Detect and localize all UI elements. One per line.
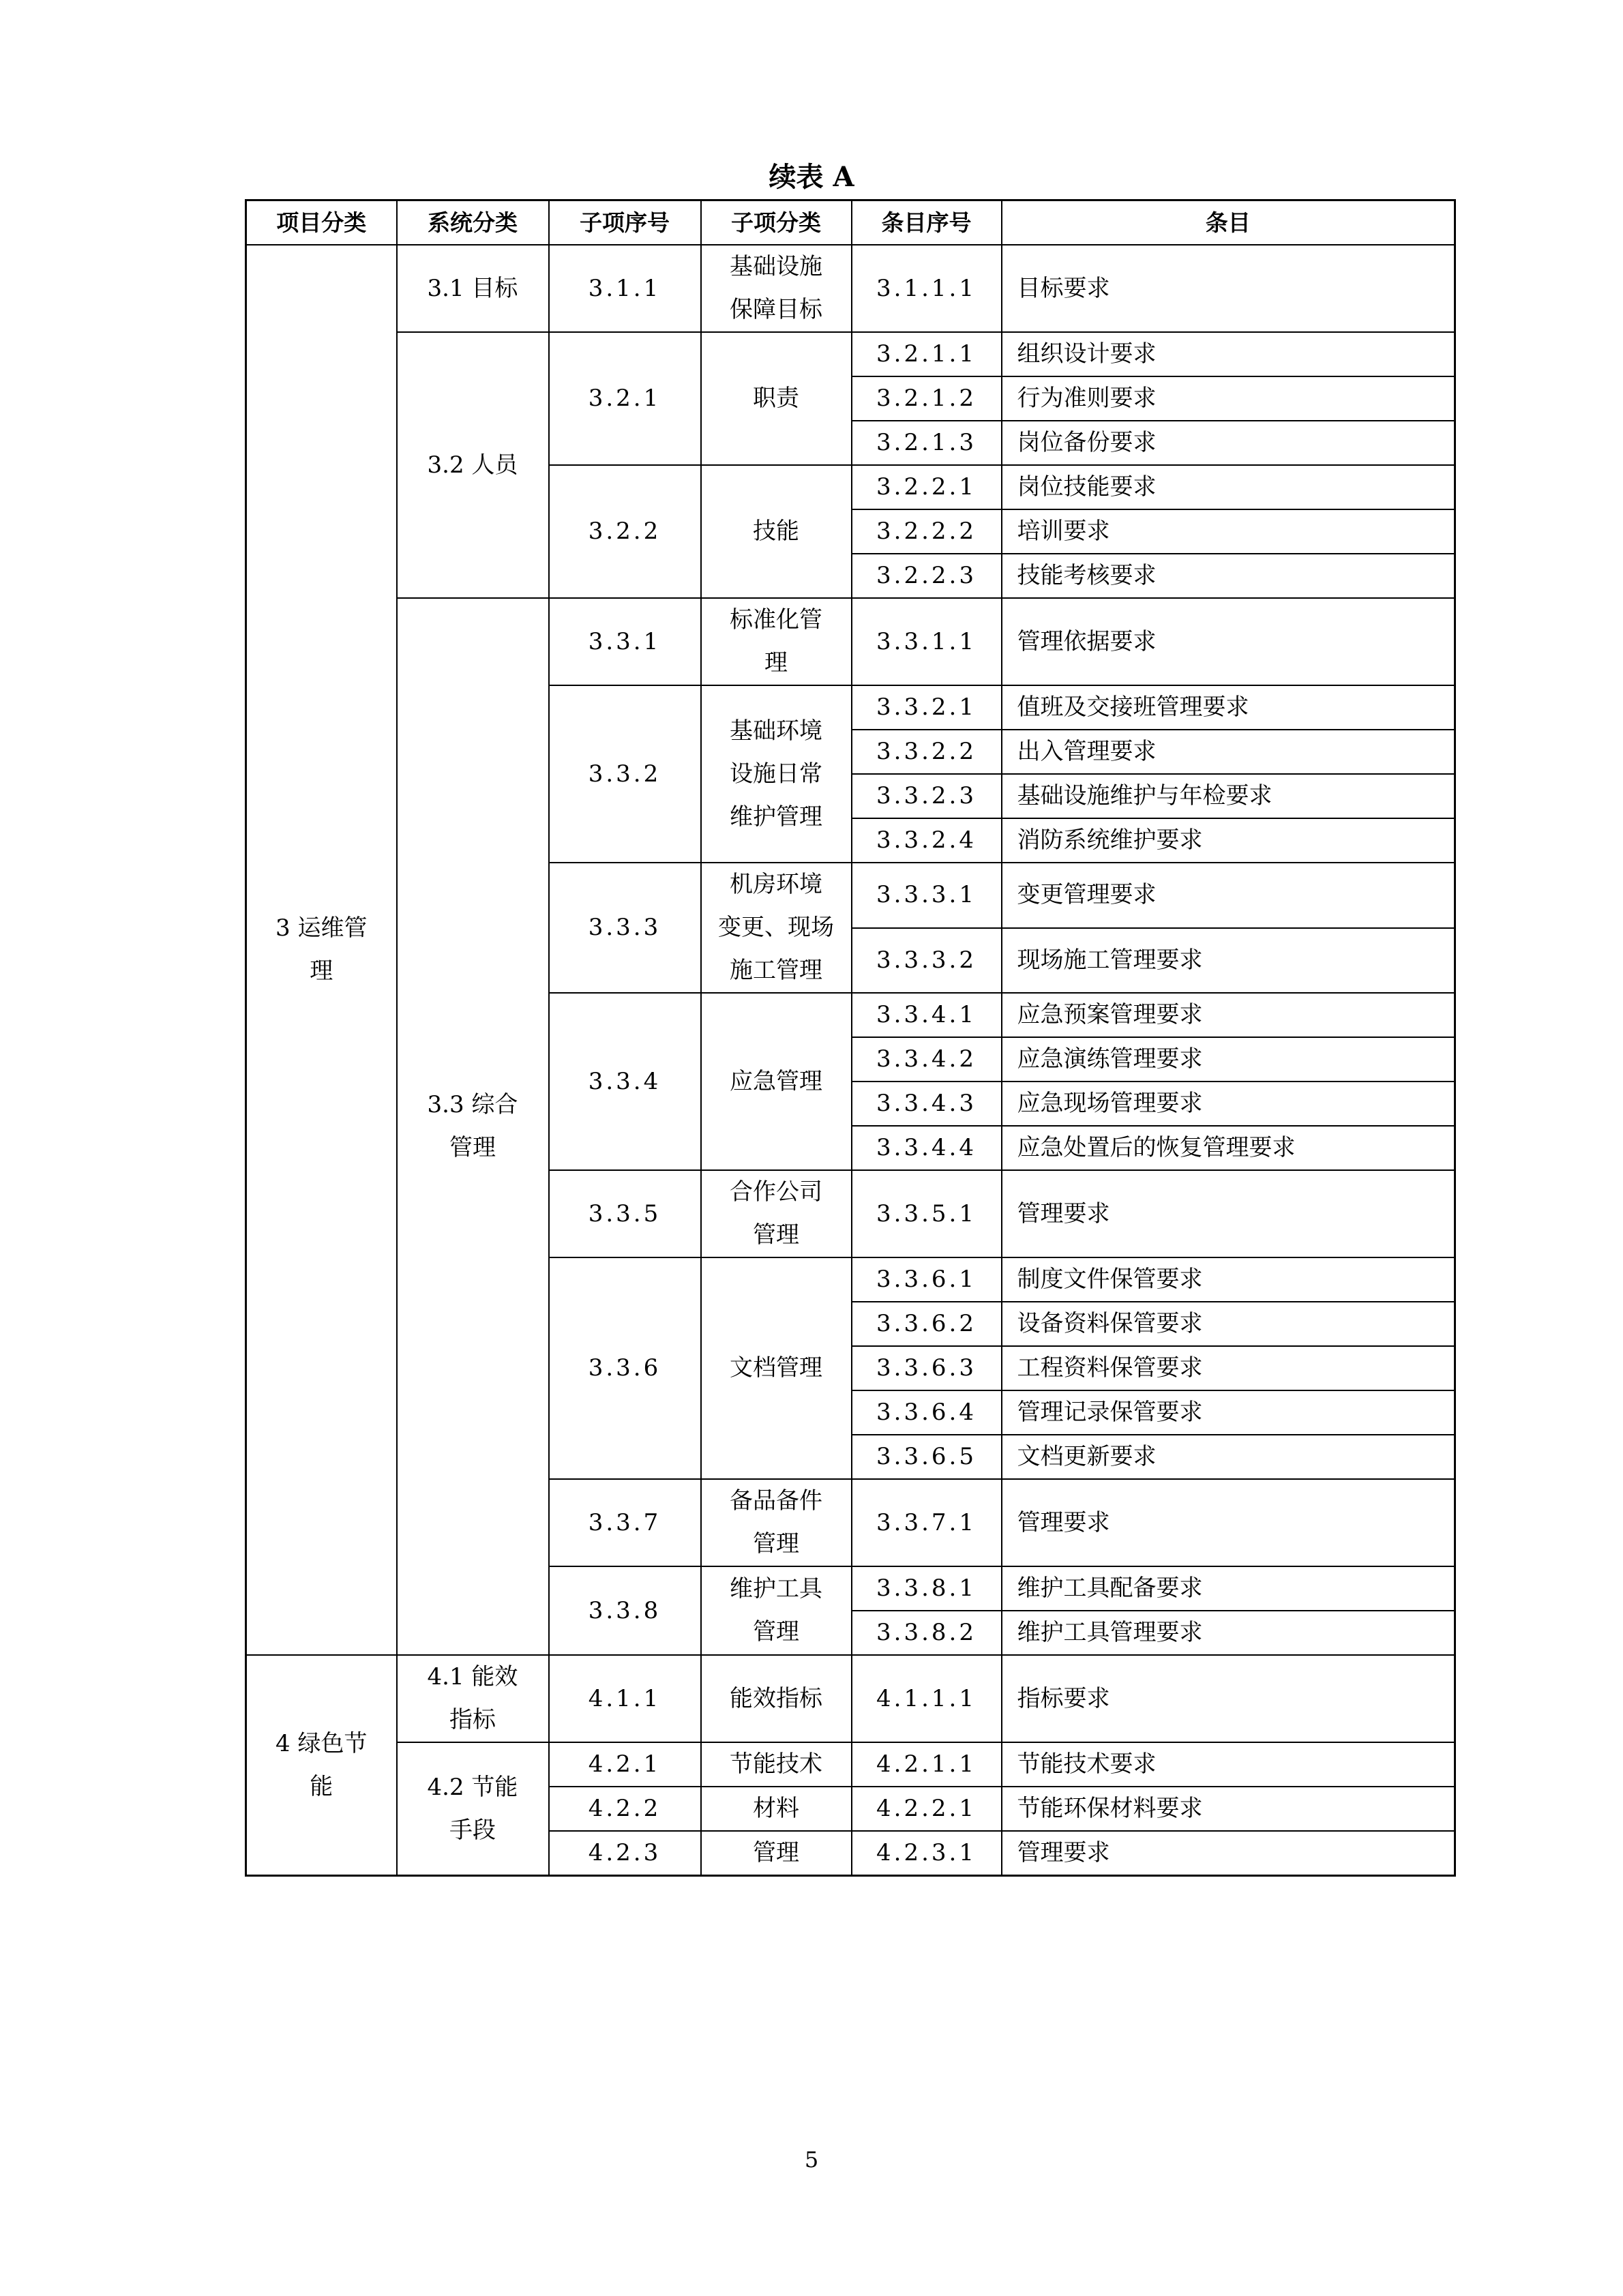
subitem-category-cell: 应急管理 [701,993,852,1170]
requirements-table [245,199,1456,1877]
subitem-category-cell: 合作公司 管理 [701,1170,852,1257]
subitem-number-cell: 3.3.4 [549,993,701,1170]
system-category-cell: 3.3 综合 管理 [397,598,549,1655]
entry-text-cell: 岗位技能要求 [1002,465,1455,509]
subitem-number-cell: 3.3.3 [549,863,701,993]
entry-number-cell: 4.2.2.1 [852,1787,1002,1831]
subitem-category-cell: 文档管理 [701,1257,852,1479]
entry-text-cell: 消防系统维护要求 [1002,818,1455,863]
subitem-number-cell: 3.3.6 [549,1257,701,1479]
entry-number-cell: 3.3.8.2 [852,1611,1002,1655]
entry-number-cell: 3.3.5.1 [852,1170,1002,1257]
entry-number-cell: 3.3.3.2 [852,928,1002,994]
entry-number-cell: 4.2.1.1 [852,1742,1002,1787]
table-row [246,598,1455,685]
entry-number-cell: 3.3.3.1 [852,863,1002,928]
entry-text-cell: 应急预案管理要求 [1002,993,1455,1037]
header-entry-number: 条目序号 [852,200,1002,245]
page-number: 5 [804,2147,819,2173]
subitem-number-cell: 3.2.1 [549,332,701,465]
subitem-category-cell: 节能技术 [701,1742,852,1787]
entry-text-cell: 维护工具管理要求 [1002,1611,1455,1655]
header-subitem-number: 子项序号 [549,200,701,245]
table-row [246,1655,1455,1742]
entry-text-cell: 管理要求 [1002,1831,1455,1876]
subitem-category-cell: 技能 [701,465,852,598]
project-category-cell: 3 运维管 理 [246,245,397,1655]
entry-text-cell: 值班及交接班管理要求 [1002,685,1455,730]
entry-text-cell: 目标要求 [1002,245,1455,332]
entry-text-cell: 组织设计要求 [1002,332,1455,376]
table-row [246,245,1455,332]
subitem-category-cell: 职责 [701,332,852,465]
subitem-number-cell: 3.1.1 [549,245,701,332]
subitem-category-cell: 管理 [701,1831,852,1876]
entry-text-cell: 节能技术要求 [1002,1742,1455,1787]
entry-number-cell: 3.3.4.4 [852,1126,1002,1170]
entry-number-cell: 4.1.1.1 [852,1655,1002,1742]
header-system-category: 系统分类 [397,200,549,245]
entry-text-cell: 管理要求 [1002,1170,1455,1257]
system-category-cell: 4.2 节能 手段 [397,1742,549,1876]
subitem-number-cell: 3.3.7 [549,1479,701,1566]
entry-text-cell: 行为准则要求 [1002,376,1455,421]
entry-number-cell: 3.3.8.1 [852,1566,1002,1611]
entry-text-cell: 变更管理要求 [1002,863,1455,928]
project-category-cell: 4 绿色节 能 [246,1655,397,1876]
table-body [246,245,1455,1876]
subitem-number-cell: 4.2.1 [549,1742,701,1787]
entry-number-cell: 3.3.6.1 [852,1257,1002,1302]
entry-number-cell: 3.3.7.1 [852,1479,1002,1566]
subitem-number-cell: 4.2.3 [549,1831,701,1876]
entry-text-cell: 设备资料保管要求 [1002,1302,1455,1346]
entry-number-cell: 3.3.6.2 [852,1302,1002,1346]
entry-number-cell: 3.1.1.1 [852,245,1002,332]
entry-number-cell: 3.3.4.3 [852,1082,1002,1126]
entry-text-cell: 管理依据要求 [1002,598,1455,685]
entry-text-cell: 节能环保材料要求 [1002,1787,1455,1831]
entry-text-cell: 基础设施维护与年检要求 [1002,774,1455,818]
entry-text-cell: 管理记录保管要求 [1002,1390,1455,1435]
entry-number-cell: 3.3.4.1 [852,993,1002,1037]
subitem-number-cell: 4.1.1 [549,1655,701,1742]
subitem-number-cell: 4.2.2 [549,1787,701,1831]
header-entry: 条目 [1002,200,1455,245]
entry-text-cell: 现场施工管理要求 [1002,928,1455,994]
entry-number-cell: 3.2.1.1 [852,332,1002,376]
subitem-number-cell: 3.2.2 [549,465,701,598]
entry-number-cell: 3.3.1.1 [852,598,1002,685]
entry-number-cell: 3.3.2.3 [852,774,1002,818]
header-subitem-category: 子项分类 [701,200,852,245]
header-project-category: 项目分类 [246,200,397,245]
entry-number-cell: 3.3.2.4 [852,818,1002,863]
subitem-number-cell: 3.3.2 [549,685,701,863]
entry-text-cell: 应急现场管理要求 [1002,1082,1455,1126]
entry-text-cell: 工程资料保管要求 [1002,1346,1455,1390]
subitem-category-cell: 维护工具 管理 [701,1566,852,1655]
table-row [246,1742,1455,1787]
entry-number-cell: 3.2.1.2 [852,376,1002,421]
subitem-category-cell: 基础设施 保障目标 [701,245,852,332]
entry-number-cell: 3.3.6.3 [852,1346,1002,1390]
subitem-number-cell: 3.3.1 [549,598,701,685]
entry-text-cell: 出入管理要求 [1002,730,1455,774]
entry-text-cell: 应急演练管理要求 [1002,1037,1455,1082]
table-row [246,332,1455,376]
entry-text-cell: 技能考核要求 [1002,554,1455,598]
entry-text-cell: 指标要求 [1002,1655,1455,1742]
entry-number-cell: 4.2.3.1 [852,1831,1002,1876]
entry-number-cell: 3.2.2.3 [852,554,1002,598]
entry-number-cell: 3.3.2.1 [852,685,1002,730]
system-category-cell: 4.1 能效 指标 [397,1655,549,1742]
subitem-category-cell: 机房环境 变更、现场 施工管理 [701,863,852,993]
entry-number-cell: 3.3.6.4 [852,1390,1002,1435]
entry-text-cell: 制度文件保管要求 [1002,1257,1455,1302]
entry-text-cell: 培训要求 [1002,509,1455,554]
subitem-category-cell: 备品备件 管理 [701,1479,852,1566]
entry-text-cell: 文档更新要求 [1002,1435,1455,1479]
subitem-category-cell: 基础环境 设施日常 维护管理 [701,685,852,863]
entry-number-cell: 3.3.6.5 [852,1435,1002,1479]
subitem-category-cell: 能效指标 [701,1655,852,1742]
entry-number-cell: 3.3.2.2 [852,730,1002,774]
subitem-number-cell: 3.3.8 [549,1566,701,1655]
entry-number-cell: 3.2.1.3 [852,421,1002,465]
entry-text-cell: 维护工具配备要求 [1002,1566,1455,1611]
subitem-category-cell: 标准化管 理 [701,598,852,685]
entry-text-cell: 应急处置后的恢复管理要求 [1002,1126,1455,1170]
table-header-row [246,200,1455,245]
subitem-category-cell: 材料 [701,1787,852,1831]
entry-number-cell: 3.3.4.2 [852,1037,1002,1082]
table-title: 续表 A [769,161,854,193]
entry-text-cell: 管理要求 [1002,1479,1455,1566]
entry-text-cell: 岗位备份要求 [1002,421,1455,465]
system-category-cell: 3.2 人员 [397,332,549,598]
entry-number-cell: 3.2.2.1 [852,465,1002,509]
subitem-number-cell: 3.3.5 [549,1170,701,1257]
system-category-cell: 3.1 目标 [397,245,549,332]
entry-number-cell: 3.2.2.2 [852,509,1002,554]
